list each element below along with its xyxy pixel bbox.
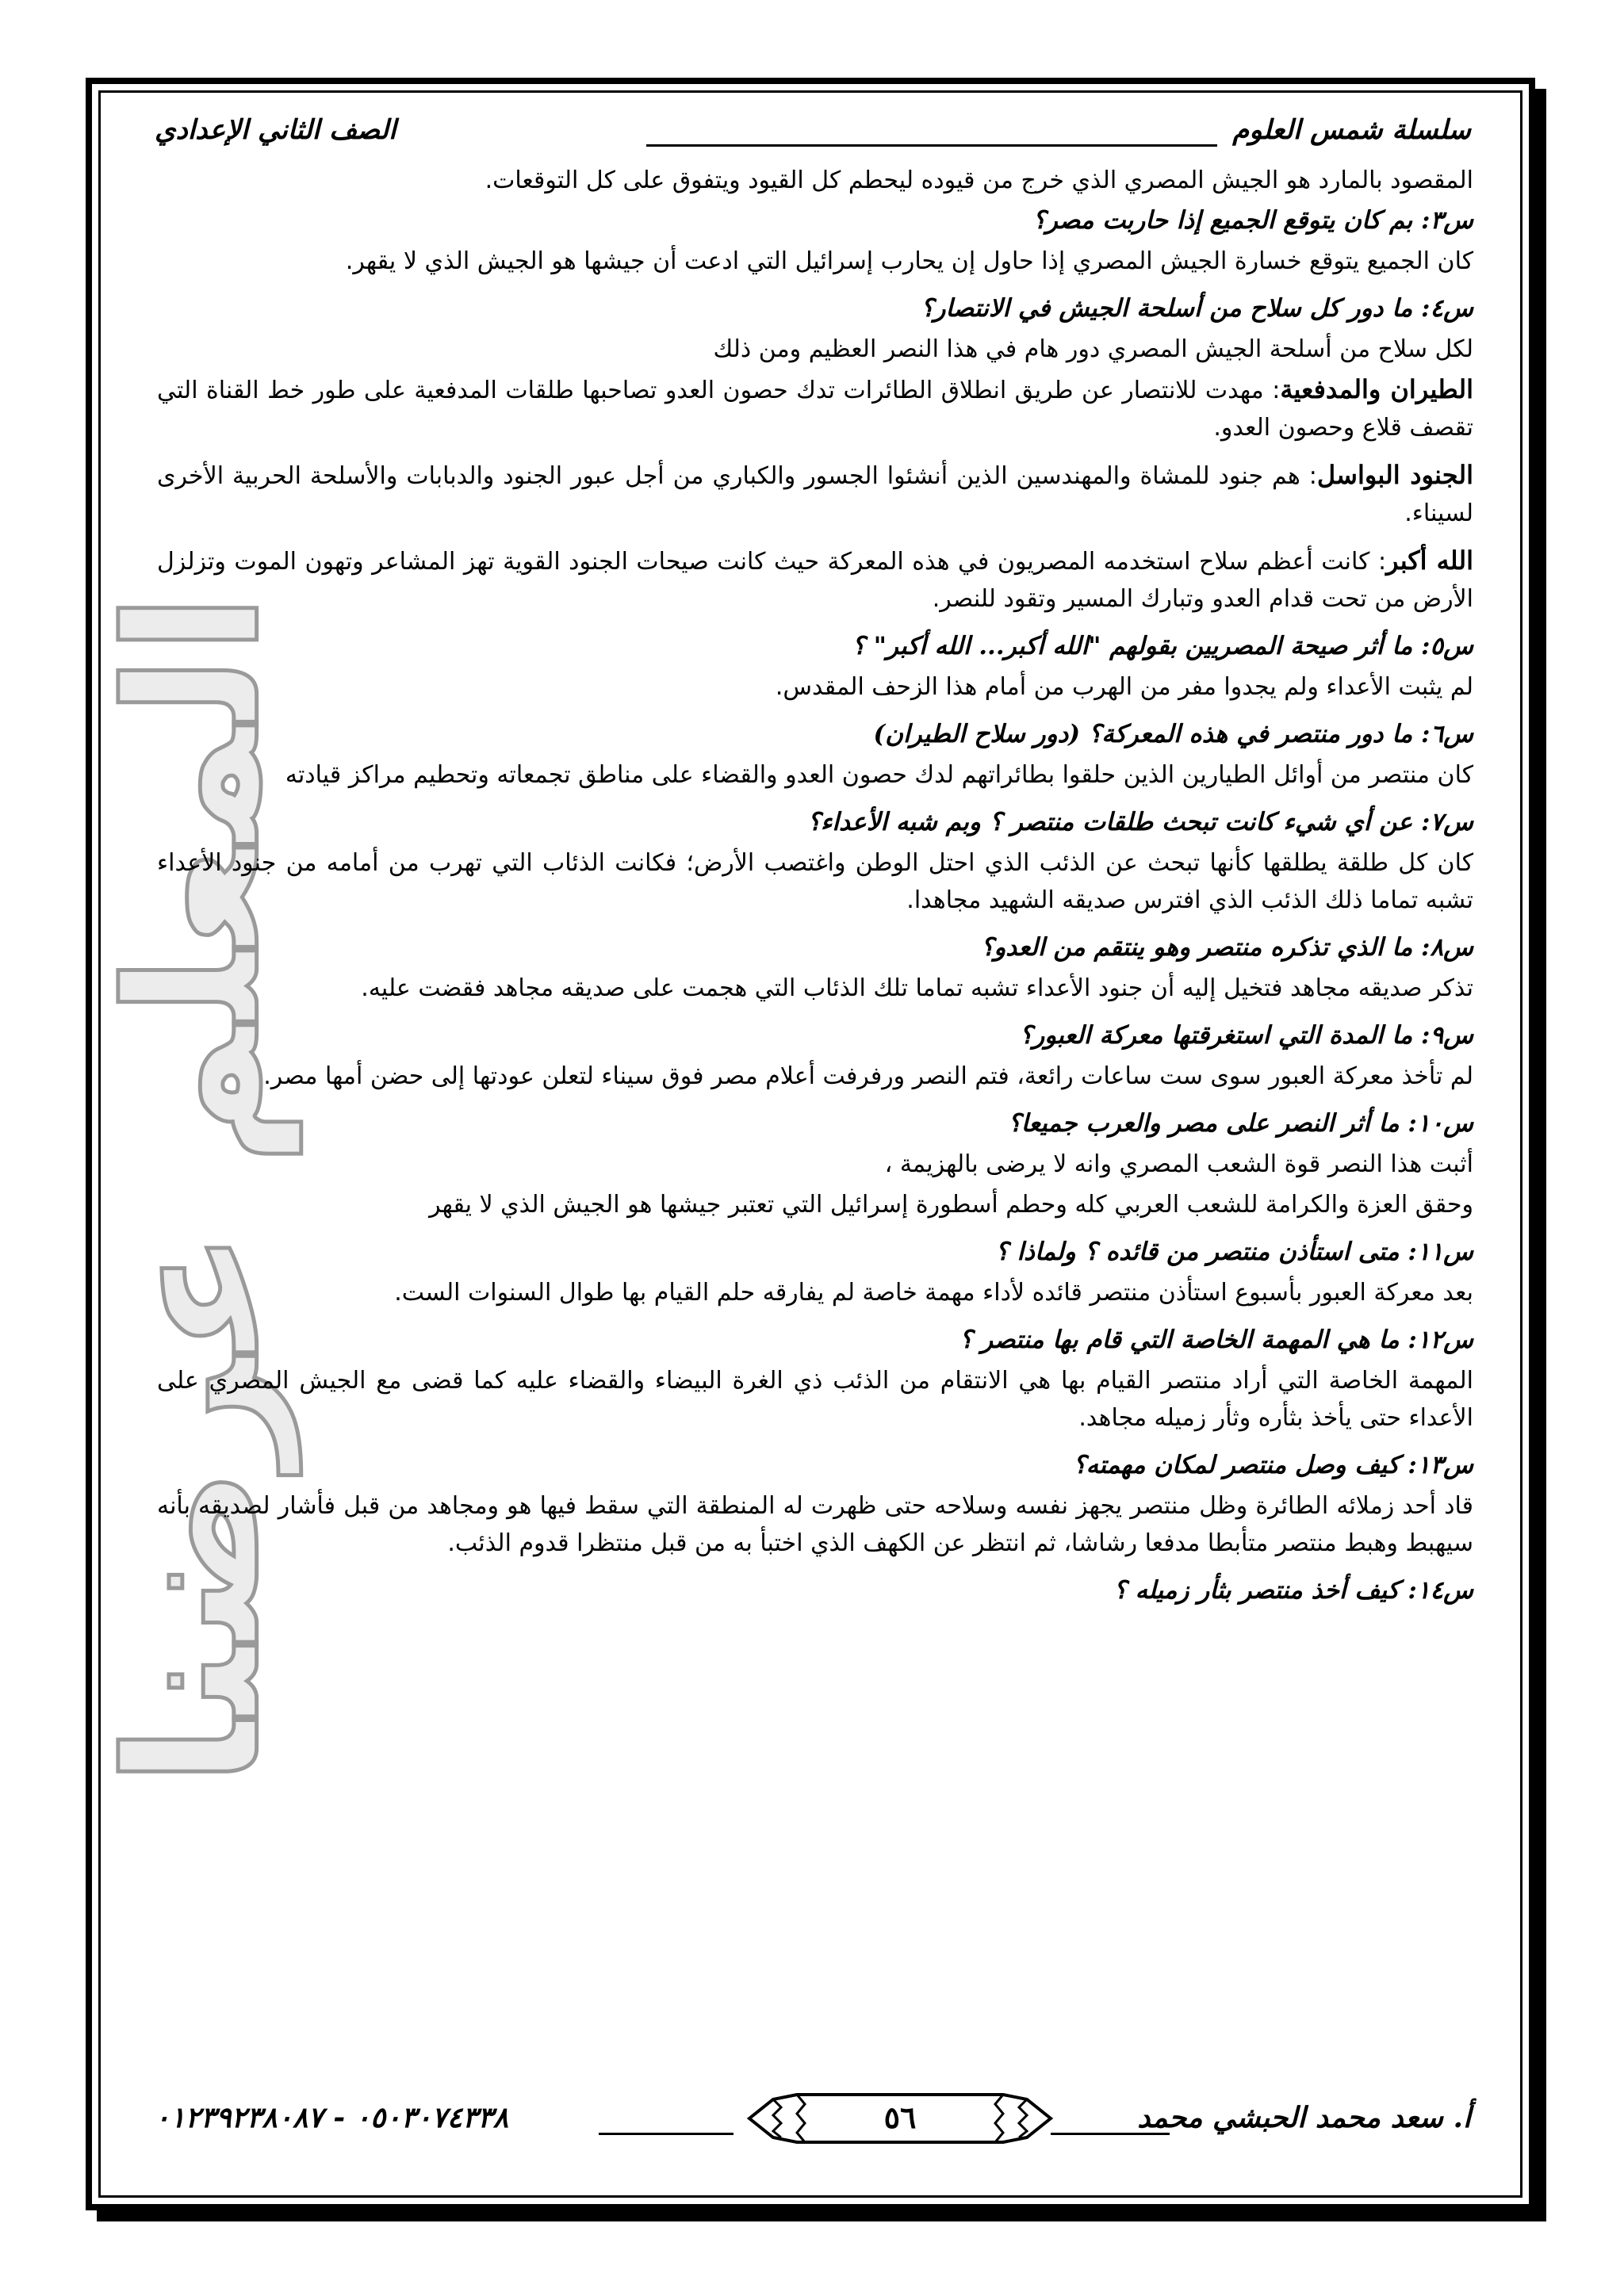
text-soldiers: : هم جنود للمشاة والمهندسين الذين أنشئوا الجسور والكباري من أجل عبور الجنود والدبابات والأسلحة الحربية الأخرى لسيناء. <box>157 462 1473 527</box>
lesson-content <box>157 162 1473 2080</box>
question-6: س٦: ما دور منتصر في هذه المعركة؟ (دور سلاح الطيران) <box>873 720 1473 748</box>
page-header <box>155 109 1471 159</box>
header-rule <box>646 144 1217 147</box>
question-13: س١٣: كيف وصل منتصر لمكان مهمته؟ <box>1073 1451 1473 1479</box>
weapon-aviation <box>157 371 1473 446</box>
watermark-text: المعلم عرضنا <box>88 591 301 1787</box>
answer-7: كان كل طلقة يطلقها كأنها تبحث عن الذئب الذي احتل الوطن واغتصب الأرض؛ فكانت الذئاب التي تهرب من أمامه من جنود الأعداء تشبه تماما ذلك الذئب الذي افترس صديقه الشهيد مجاهدا. <box>157 849 1473 914</box>
answer-12: المهمة الخاصة التي أراد منتصر القيام بها هي الانتقام من الذئب ذي الغرة البيضاء والقضاء عليه كما قضى مع الجيش المصري على الأعداء حتى يأخذ بثأره وثأر زميله مجاهد. <box>157 1367 1473 1432</box>
footer-rule-left <box>599 2133 733 2135</box>
question-9: س٩: ما المدة التي استغرقتها معركة العبور؟ <box>1019 1021 1473 1050</box>
answer-5: لم يثبت الأعداء ولم يجدوا مفر من الهرب من أمام هذا الزحف المقدس. <box>775 673 1473 701</box>
answer-8: تذكر صديقه مجاهد فتخيل إليه أن جنود الأعداء تشبه تماما تلك الذئاب التي هجمت على صديقه مجاهد فقضت عليه. <box>361 974 1473 1002</box>
text-aviation: : مهدت للانتصار عن طريق انطلاق الطائرات تدك حصون العدو تصاحبها طلقات المدفعية على طور خط القناة التي تقصف قلاع وحصون العدو. <box>157 377 1473 442</box>
question-14: س١٤: كيف أخذ منتصر بثأر زميله ؟ <box>1113 1576 1473 1605</box>
question-8: س٨: ما الذي تذكره منتصر وهو ينتقم من العدو؟ <box>980 933 1473 962</box>
weapon-takbir <box>157 542 1473 618</box>
question-7: س٧: عن أي شيء كانت تبحث طلقات منتصر ؟ وبم شبه الأعداء؟ <box>807 808 1473 836</box>
answer-10-line-2: وحقق العزة والكرامة للشعب العربي كله وحطم أسطورة إسرائيل التي تعتبر جيشها هو الجيش الذي لا يقهر <box>429 1191 1473 1219</box>
term-soldiers: الجنود البواسل <box>1316 460 1473 490</box>
answer-11: بعد معركة العبور بأسبوع استأذن منتصر قائده لأداء مهمة خاصة لم يفارقه حلم القيام بها طوال السنوات الست. <box>394 1279 1473 1307</box>
phone-numbers: ٠٥٠٣٠٧٤٣٣٨ - ٠١٢٣٩٢٣٨٠٨٧ <box>155 2101 509 2134</box>
answer-6: كان منتصر من أوائل الطيارين الذين حلقوا بطائراتهم لدك حصون العدو والقضاء على مناطق تجمعاته وتحطيم مراكز قيادته <box>285 761 1473 789</box>
term-aviation: الطيران والمدفعية <box>1280 374 1474 404</box>
question-4: س٤: ما دور كل سلاح من أسلحة الجيش في الانتصار؟ <box>921 294 1473 323</box>
grade-title: الصف الثاني الإعدادي <box>155 114 396 146</box>
term-takbir: الله أكبر <box>1386 545 1473 576</box>
weapon-soldiers <box>157 457 1473 532</box>
series-title: سلسلة شمس العلوم <box>1232 114 1471 146</box>
page-footer <box>155 2087 1471 2150</box>
intro-answer: المقصود بالمارد هو الجيش المصري الذي خرج من قيوده ليحطم كل القيود ويتفوق على كل التوقعات. <box>485 166 1473 194</box>
answer-9: لم تأخذ معركة العبور سوى ست ساعات رائعة، فتم النصر ورفرفت أعلام مصر فوق سيناء لتعلن عودتها إلى حضن أمها مصر. <box>263 1062 1473 1090</box>
question-3: س٣: بم كان يتوقع الجميع إذا حاربت مصر؟ <box>1032 206 1473 235</box>
page-number: ٥٦ <box>883 2099 917 2135</box>
question-11: س١١: متى استأذن منتصر من قائده ؟ ولماذا ؟ <box>995 1238 1473 1266</box>
footer-rule-right <box>1051 2133 1170 2135</box>
answer-13: قاد أحد زملائه الطائرة وظل منتصر يجهز نفسه وسلاحه حتى ظهرت له المنطقة التي سقط فيها هو ومجاهد من قبل فأشار لصديقه بأنه سيهبط وهبط منتصر متأبطا مدفعا رشاشا، ثم انتظر عن الكهف الذي اختبأ به من قبل منتظرا قدوم الذئب. <box>157 1492 1473 1557</box>
question-10: س١٠: ما أثر النصر على مصر والعرب جميعا؟ <box>1008 1109 1473 1138</box>
answer-3: كان الجميع يتوقع خسارة الجيش المصري إذا حاول إن يحارب إسرائيل التي ادعت أن جيشها هو الجيش الذي لا يقهر. <box>345 247 1473 275</box>
text-takbir: : كانت أعظم سلاح استخدمه المصريون في هذه المعركة حيث كانت صيحات الجنود القوية تهز المشاعر وتهون الموت وتزلزل الأرض من تحت قدام العدو وتبارك المسير وتقود للنصر. <box>157 548 1473 613</box>
question-12: س١٢: ما هي المهمة الخاصة التي قام بها منتصر ؟ <box>959 1326 1473 1354</box>
answer-4: لكل سلاح من أسلحة الجيش المصري دور هام في هذا النصر العظيم ومن ذلك <box>713 335 1473 363</box>
answer-10-line-1: أثبت هذا النصر قوة الشعب المصري وانه لا يرضى بالهزيمة ، <box>884 1150 1473 1178</box>
question-5: س٥: ما أثر صيحة المصريين بقولهم "الله أكبر... الله أكبر" ؟ <box>852 632 1473 660</box>
author-name: أ. سعد محمد الحبشي محمد <box>1137 2101 1471 2134</box>
